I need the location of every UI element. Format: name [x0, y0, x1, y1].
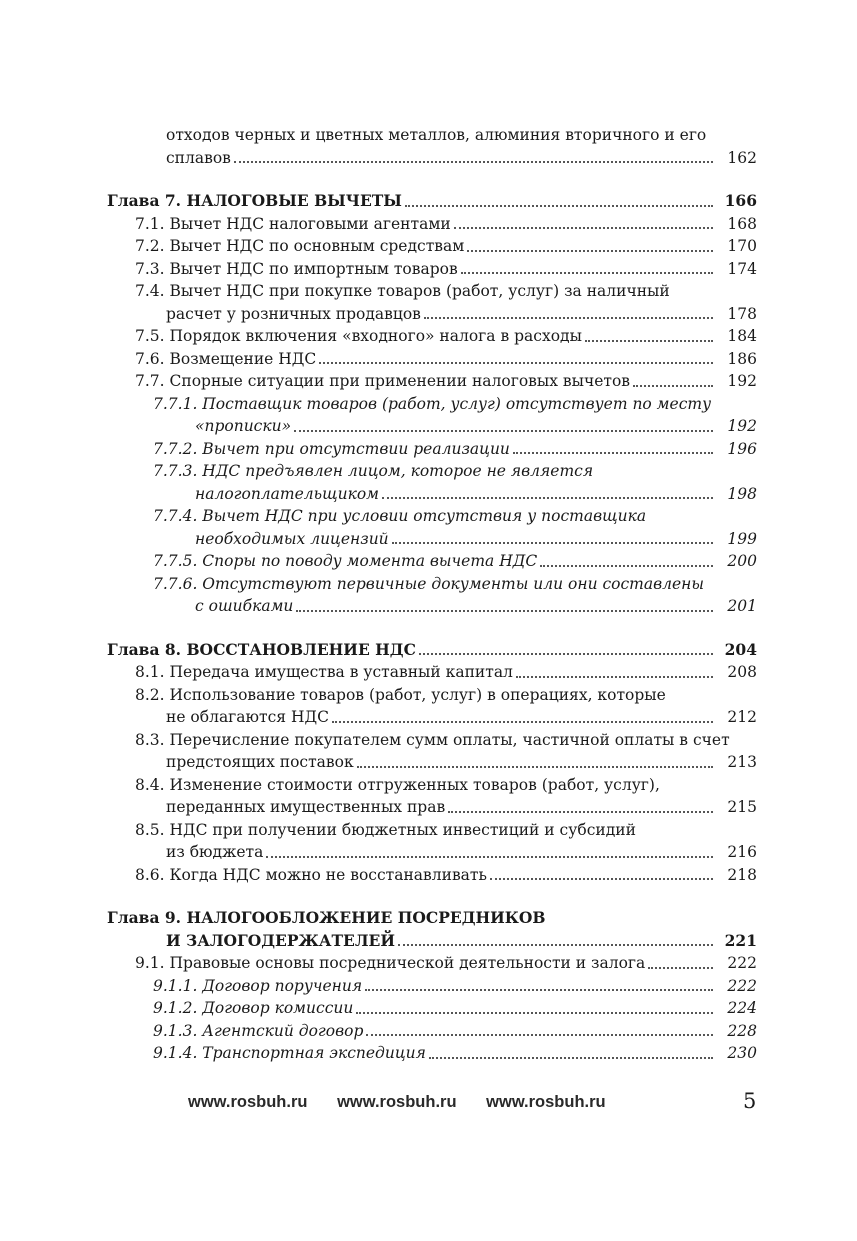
entry-title: из бюджета: [166, 843, 264, 861]
toc-entry[interactable]: [107, 303, 757, 326]
toc-entry[interactable]: [107, 952, 757, 975]
toc-entry[interactable]: [107, 325, 757, 348]
section-gap: [107, 886, 757, 907]
toc-entry[interactable]: [107, 348, 757, 371]
page-ref: 221: [724, 930, 757, 950]
entry-continuation: отходов черных и цветных металлов, алюминия вторичного и его: [166, 126, 707, 144]
footer-link[interactable]: www.rosbuh.ru: [486, 1093, 606, 1111]
page-ref: 178: [727, 304, 757, 323]
entry-title: И ЗАЛОГОДЕРЖАТЕЛЕЙ: [166, 930, 395, 950]
chapter-heading-line: Глава 9. НАЛОГООБЛОЖЕНИЕ ПОСРЕДНИКОВ: [107, 908, 546, 927]
page-ref: 215: [727, 798, 757, 816]
entry-first-line: 7.7.1. Поставщик товаров (работ, услуг) отсутствует по месту: [153, 394, 712, 413]
entry-title: не облагаются НДС: [166, 708, 329, 726]
page-ref: 224: [727, 999, 757, 1017]
page-ref: 213: [727, 753, 757, 771]
entry-title: 9.1.2. Договор комиссии: [153, 999, 354, 1017]
toc-entry[interactable]: [107, 1042, 757, 1065]
entry-title: налогоплательщиком: [195, 484, 380, 503]
page-ref: 174: [727, 259, 757, 278]
entry-first-line: 7.7.4. Вычет НДС при условии отсутствия у поставщика: [153, 507, 647, 525]
entry-first-line: 7.7.6. Отсутствуют первичные документы или они составлены: [153, 574, 705, 593]
entry-title: 7.7. Спорные ситуации при применении налоговых вычетов: [135, 372, 631, 390]
dot-leader: [540, 565, 713, 567]
dot-leader: [633, 385, 713, 387]
toc-entry[interactable]: [107, 415, 757, 438]
dot-leader: [332, 721, 713, 723]
entry-title: «прописки»: [195, 417, 292, 435]
entry-title: 9.1.1. Договор поручения: [153, 976, 363, 995]
toc-entry[interactable]: [107, 796, 757, 819]
dot-leader: [461, 272, 713, 274]
dot-leader: [392, 542, 713, 544]
entry-title: 7.5. Порядок включения «входного» налога в расходы: [135, 327, 582, 345]
dot-leader: [366, 1034, 713, 1036]
dot-leader: [454, 227, 713, 229]
page-ref: 168: [727, 214, 757, 233]
dot-leader: [648, 967, 713, 969]
page-ref: 228: [727, 1021, 757, 1040]
entry-title: 7.7.5. Споры по поводу момента вычета НДС: [153, 552, 538, 570]
entry-title: сплавов: [166, 148, 231, 167]
page-ref: 204: [724, 639, 757, 659]
dot-leader: [382, 497, 713, 499]
entry-first-line: 8.4. Изменение стоимости отгруженных товаров (работ, услуг),: [135, 775, 660, 794]
page-ref: 201: [727, 597, 757, 615]
entry-title: 7.1. Вычет НДС налоговыми агентами: [135, 214, 451, 233]
page-ref: 230: [727, 1044, 757, 1062]
dot-leader: [405, 205, 713, 207]
page-ref: 208: [727, 663, 757, 681]
toc-entry[interactable]: [107, 528, 757, 551]
section-gap: [107, 618, 757, 639]
page-ref: 162: [727, 148, 757, 167]
entry-title: 7.6. Возмещение НДС: [135, 349, 317, 368]
toc-entry[interactable]: [107, 213, 757, 236]
section-gap: [107, 169, 757, 190]
page-ref: 186: [727, 349, 757, 368]
entry-title: предстоящих поставок: [166, 753, 354, 771]
dot-leader: [429, 1057, 713, 1059]
dot-leader: [398, 944, 713, 946]
toc-entry[interactable]: [107, 639, 757, 662]
entry-title: 9.1.4. Транспортная экспедиция: [153, 1044, 426, 1062]
footer-link[interactable]: www.rosbuh.ru: [188, 1093, 308, 1111]
entry-title: Глава 8. ВОССТАНОВЛЕНИЕ НДС: [107, 639, 416, 659]
toc-entry[interactable]: [107, 595, 757, 618]
toc-entry[interactable]: [107, 997, 757, 1020]
toc-entry[interactable]: [107, 661, 757, 684]
toc-entry[interactable]: [107, 190, 757, 213]
entry-title: 7.7.2. Вычет при отсутствии реализации: [153, 439, 510, 458]
dot-leader: [356, 1012, 713, 1014]
page-ref: 212: [727, 708, 757, 726]
entry-first-line: 7.4. Вычет НДС при покупке товаров (работ, услуг) за наличный: [135, 282, 670, 300]
toc-entry[interactable]: [107, 235, 757, 258]
dot-leader: [266, 856, 713, 858]
entry-title: 9.1.3. Агентский договор: [153, 1021, 364, 1040]
entry-title: 9.1. Правовые основы посреднической деятельности и залога: [135, 954, 646, 972]
entry-first-line: 8.5. НДС при получении бюджетных инвестиций и субсидий: [135, 820, 636, 839]
toc-entry[interactable]: [107, 864, 757, 887]
entry-title: 8.6. Когда НДС можно не восстанавливать: [135, 865, 487, 884]
entry-title: необходимых лицензий: [195, 529, 389, 548]
toc-entry[interactable]: [107, 370, 757, 393]
page-ref: 218: [727, 865, 757, 884]
dot-leader: [424, 317, 713, 319]
dot-leader: [585, 340, 713, 342]
page-ref: 222: [727, 954, 757, 972]
entry-title: 8.1. Передача имущества в уставный капитал: [135, 663, 513, 681]
toc-entry[interactable]: [107, 483, 757, 506]
entry-title: с ошибками: [195, 597, 294, 615]
footer-link[interactable]: www.rosbuh.ru: [337, 1093, 457, 1111]
page-ref: 166: [724, 191, 757, 210]
toc-entry[interactable]: [107, 1020, 757, 1043]
entry-first-line: 7.7.3. НДС предъявлен лицом, которое не является: [153, 462, 594, 480]
page-ref: 198: [727, 484, 757, 503]
dot-leader: [365, 989, 713, 991]
entry-title: 7.3. Вычет НДС по импортным товаров: [135, 259, 458, 278]
toc-entry[interactable]: [107, 930, 757, 953]
toc-entry[interactable]: [107, 258, 757, 281]
entry-title: 7.2. Вычет НДС по основным средствам: [135, 237, 465, 255]
page-ref: 200: [727, 552, 757, 570]
toc-entry[interactable]: [107, 438, 757, 461]
dot-leader: [234, 161, 713, 163]
toc-entry[interactable]: [107, 975, 757, 998]
toc-entry[interactable]: [107, 841, 757, 864]
dot-leader: [419, 653, 713, 655]
page-ref: 199: [727, 529, 757, 548]
page-ref: 196: [727, 439, 757, 458]
entry-title: переданных имущественных прав: [166, 798, 446, 816]
dot-leader: [357, 766, 713, 768]
dot-leader: [296, 610, 713, 612]
entry-first-line: 8.2. Использование товаров (работ, услуг) в операциях, которые: [135, 685, 666, 704]
dot-leader: [516, 676, 713, 678]
toc-entry[interactable]: [107, 550, 757, 573]
page-number: 5: [743, 1089, 757, 1113]
entry-first-line: 8.3. Перечисление покупателем сумм оплаты, частичной оплаты в счет: [135, 730, 730, 749]
dot-leader: [448, 811, 713, 813]
dot-leader: [319, 362, 713, 364]
dot-leader: [294, 430, 713, 432]
page-ref: 222: [727, 976, 757, 995]
page-ref: 192: [727, 372, 757, 390]
toc-entry[interactable]: [107, 751, 757, 774]
toc-entry[interactable]: [107, 147, 757, 170]
page-ref: 192: [727, 417, 757, 435]
entry-title: Глава 7. НАЛОГОВЫЕ ВЫЧЕТЫ: [107, 191, 402, 210]
toc-entry[interactable]: [107, 706, 757, 729]
dot-leader: [513, 452, 713, 454]
dot-leader: [490, 878, 713, 880]
page-ref: 216: [727, 843, 757, 861]
page-ref: 170: [727, 237, 757, 255]
table-of-contents: [107, 124, 757, 1065]
footer-websites: [188, 1093, 631, 1112]
page-ref: 184: [727, 327, 757, 345]
dot-leader: [467, 250, 713, 252]
entry-title: расчет у розничных продавцов: [166, 304, 421, 323]
